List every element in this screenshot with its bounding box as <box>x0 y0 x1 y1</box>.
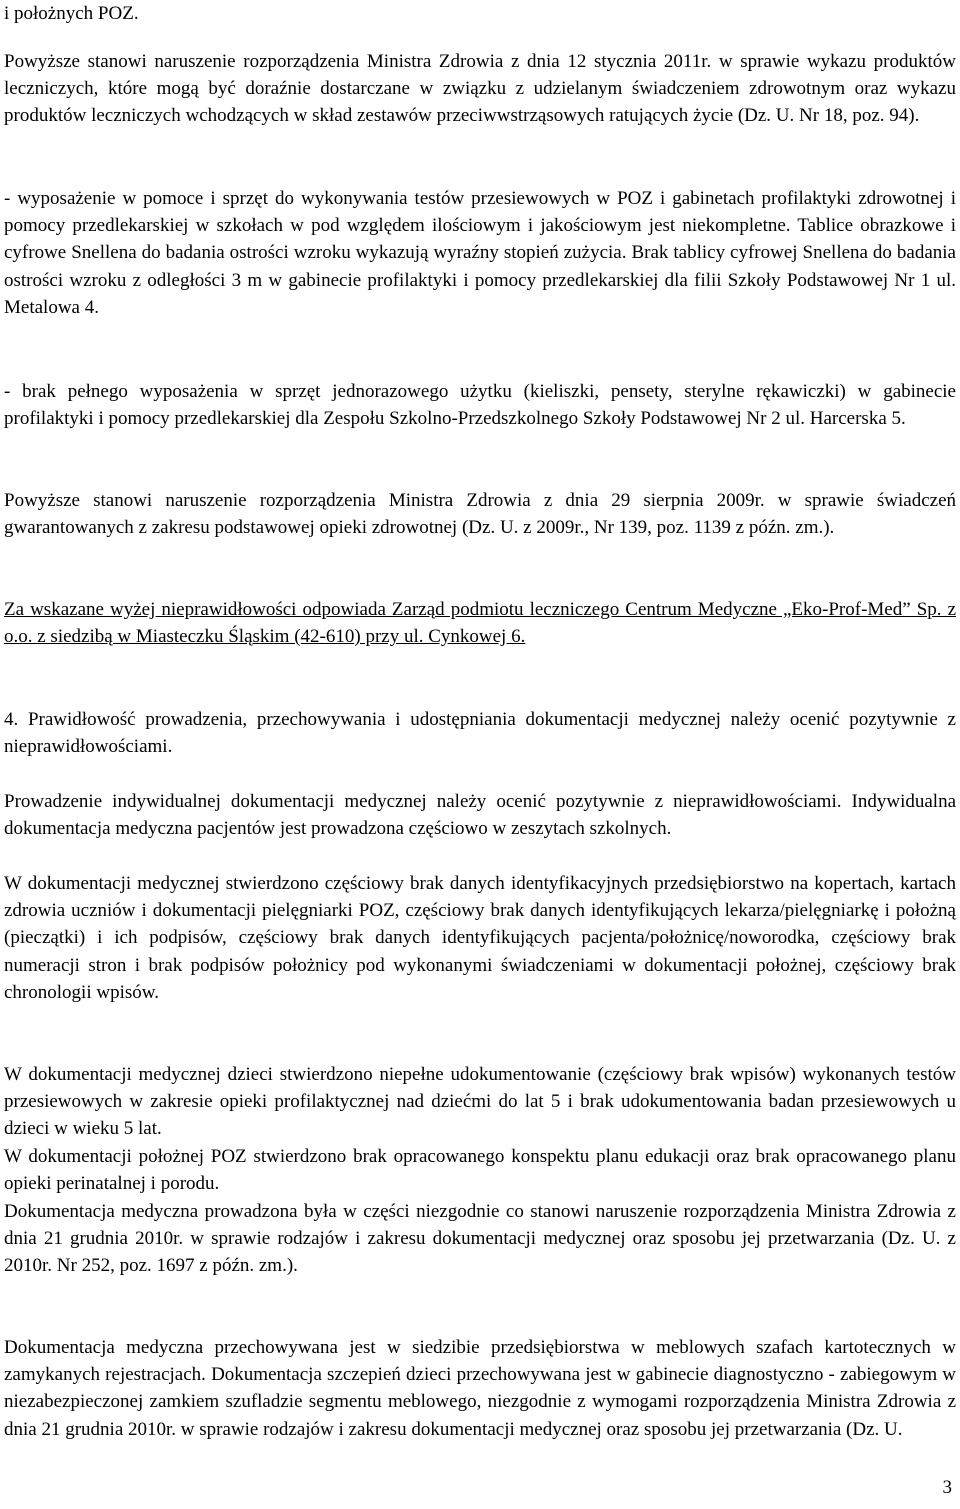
paragraph-11: W dokumentacji położnej POZ stwierdzono brak opracowanego konspektu planu edukacji oraz brak opracowanego planu opieki perinatalnej i porodu. <box>4 1146 956 1195</box>
paragraph-12: Dokumentacja medyczna prowadzona była w części niezgodnie co stanowi naruszenie rozporządzenia Ministra Zdrowia z dnia 21 grudnia 2010r. w sprawie rodzajów i zakresu dokumentacji medycznej oraz sposobu jej przetwarzania (Dz. U. z 2010r. Nr 252, poz. 1697 z późn. zm.). <box>4 1201 956 1277</box>
paragraph-4: - brak pełnego wyposażenia w sprzęt jednorazowego użytku (kieliszki, pensety, sterylne rękawiczki) w gabinecie profilaktyki i pomocy przedlekarskiej dla Zespołu Szkolno-Przedszkolnego Szkoły Podstawowej Nr 2 ul. Harcerska 5. <box>4 381 956 430</box>
paragraph-1: i położnych POZ. <box>4 3 139 24</box>
section-heading-4: 4. Prawidłowość prowadzenia, przechowywania i udostępniania dokumentacji medycznej należy ocenić pozytywnie z nieprawidłowościami. <box>4 709 956 758</box>
paragraph-5: Powyższe stanowi naruszenie rozporządzenia Ministra Zdrowia z dnia 29 sierpnia 2009r. w sprawie świadczeń gwarantowanych z zakresu podstawowej opieki zdrowotnej (Dz. U. z 2009r., Nr 139, poz. 1139 z późn. zm.). <box>4 490 956 539</box>
paragraph-9: W dokumentacji medycznej stwierdzono częściowy brak danych identyfikacyjnych przedsiębiorstwo na kopertach, kartach zdrowia uczniów i dokumentacji pielęgniarki POZ, częściowy brak danych identyfikujących lekarza/pielęgniarkę i położną (pieczątki) i ich podpisów, częściowy brak danych identyfikujących pacjenta/położnicę/noworodka, częściowy brak numeracji stron i brak podpisów położnicy pod wykonanymi świadczeniami w dokumentacji położnej, częściowy brak chronologii wpisów. <box>4 873 956 1003</box>
paragraph-8: Prowadzenie indywidualnej dokumentacji medycznej należy ocenić pozytywnie z nieprawidłowościami. Indywidualna dokumentacja medyczna pacjentów jest prowadzona częściowo w zeszytach szkolnych. <box>4 791 956 840</box>
page-number: 3 <box>942 1477 952 1498</box>
paragraph-6: Za wskazane wyżej nieprawidłowości odpowiada Zarząd podmiotu leczniczego Centrum Medyczne „Eko-Prof-Med” Sp. z o.o. z siedzibą w Miasteczku Śląskim (42-610) przy ul. Cynkowej 6. <box>4 599 956 648</box>
paragraph-13: Dokumentacja medyczna przechowywana jest w siedzibie przedsiębiorstwa w meblowych szafach kartotecznych w zamykanych rejestracjach. Dokumentacja szczepień dzieci przechowywana jest w gabinecie diagnostyczno - zabiegowym w niezabezpieczonej zamkiem szufladzie segmentu meblowego, niezgodnie z wymogami rozporządzenia Ministra Zdrowia z dnia 21 grudnia 2010r. w sprawie rodzajów i zakresu dokumentacji medycznej oraz sposobu jej przetwarzania (Dz. U. <box>4 1337 956 1440</box>
paragraph-3: - wyposażenie w pomoce i sprzęt do wykonywania testów przesiewowych w POZ i gabinetach profilaktyki zdrowotnej i pomocy przedlekarskiej w szkołach w pod względem ilościowym i jakościowym jest niekompletne. Tablice obrazkowe i cyfrowe Snellena do badania ostrości wzroku wykazują wyraźny stopień zużycia. Brak tablicy cyfrowej Snellena do badania ostrości wzroku z odległości 3 m w gabinecie profilaktyki i pomocy przedlekarskiej dla filii Szkoły Podstawowej Nr 1 ul. Metalowa 4. <box>4 188 956 318</box>
paragraph-10: W dokumentacji medycznej dzieci stwierdzono niepełne udokumentowanie (częściowy brak wpisów) wykonanych testów przesiewowych w zakresie opieki profilaktycznej nad dziećmi do lat 5 i brak udokumentowania badan przesiewowych u dzieci w wieku 5 lat. <box>4 1064 956 1140</box>
paragraph-2: Powyższe stanowi naruszenie rozporządzenia Ministra Zdrowia z dnia 12 stycznia 2011r. w sprawie wykazu produktów leczniczych, które mogą być doraźnie dostarczane w związku z udzielanym świadczeniem zdrowotnym oraz wykazu produktów leczniczych wchodzących w skład zestawów przeciwwstrząsowych ratujących życie (Dz. U. Nr 18, poz. 94). <box>4 51 956 127</box>
